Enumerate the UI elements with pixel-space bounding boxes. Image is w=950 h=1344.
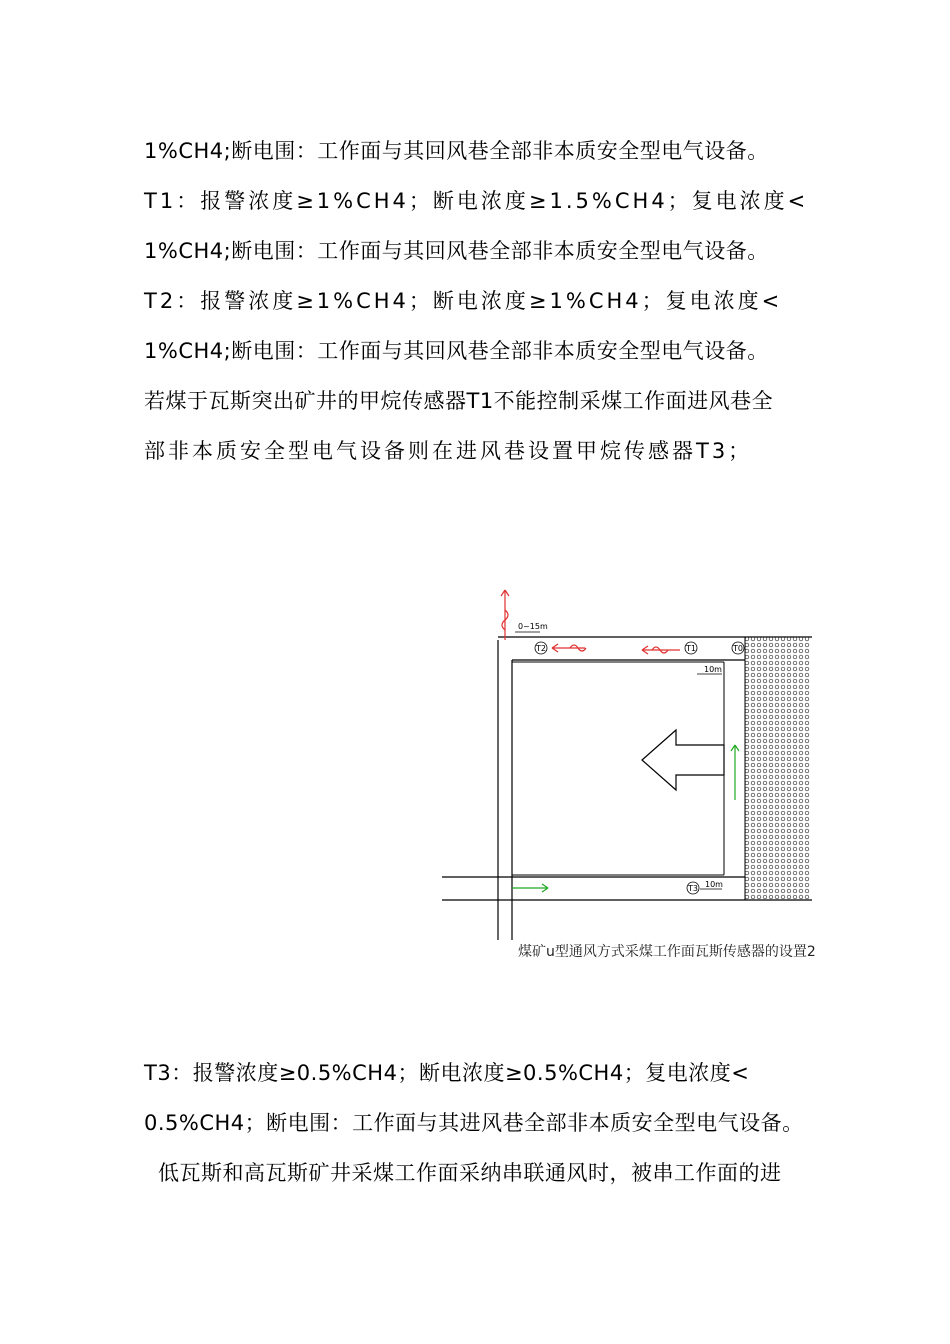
text-line-7: 部非本质安全型电气设备则在进风巷设置甲烷传感器T3； (144, 439, 753, 463)
text-line-5: 1%CH4;断电围：工作面与其回风巷全部非本质安全型电气设备。 (144, 339, 769, 363)
text-line-1: 1%CH4;断电围：工作面与其回风巷全部非本质安全型电气设备。 (144, 139, 769, 163)
text-line-3: 1%CH4;断电围：工作面与其回风巷全部非本质安全型电气设备。 (144, 239, 769, 263)
ventilation-diagram (430, 580, 830, 970)
text-line-8: T3：报警浓度≥0.5%CH4；断电浓度≥0.5%CH4；复电浓度< (144, 1061, 750, 1085)
svg-text:T0: T0 (733, 644, 743, 653)
sensor-t3 (687, 882, 699, 894)
dist-top-label: 0~15m (518, 622, 548, 631)
text-line-2: T1：报警浓度≥1%CH4；断电浓度≥1.5%CH4；复电浓度< (144, 189, 809, 213)
text-line-4: T2：报警浓度≥1%CH4；断电浓度≥1%CH4；复电浓度< (144, 289, 783, 313)
diagram-caption: 煤矿u型通风方式采煤工作面瓦斯传感器的设置2 (518, 944, 816, 960)
dist-bottom-label: 10m (705, 880, 723, 889)
sensor-t2 (535, 642, 547, 654)
svg-text:T1: T1 (686, 644, 696, 653)
sensor-t1 (685, 642, 697, 654)
svg-text:T3: T3 (688, 884, 698, 893)
sensor-t0 (732, 642, 744, 654)
text-line-9: 0.5%CH4；断电围：工作面与其进风巷全部非本质安全型电气设备。 (144, 1111, 804, 1135)
advance-direction-arrow (642, 730, 724, 790)
text-line-6: 若煤于瓦斯突出矿井的甲烷传感器T1不能控制采煤工作面进风巷全 (144, 389, 774, 413)
coal-body-pattern (745, 637, 810, 900)
text-line-10: 低瓦斯和高瓦斯矿井采煤工作面采纳串联通风时，被串工作面的进 (158, 1161, 782, 1185)
dist-right-label: 10m (704, 665, 722, 674)
svg-text:T2: T2 (536, 644, 546, 653)
